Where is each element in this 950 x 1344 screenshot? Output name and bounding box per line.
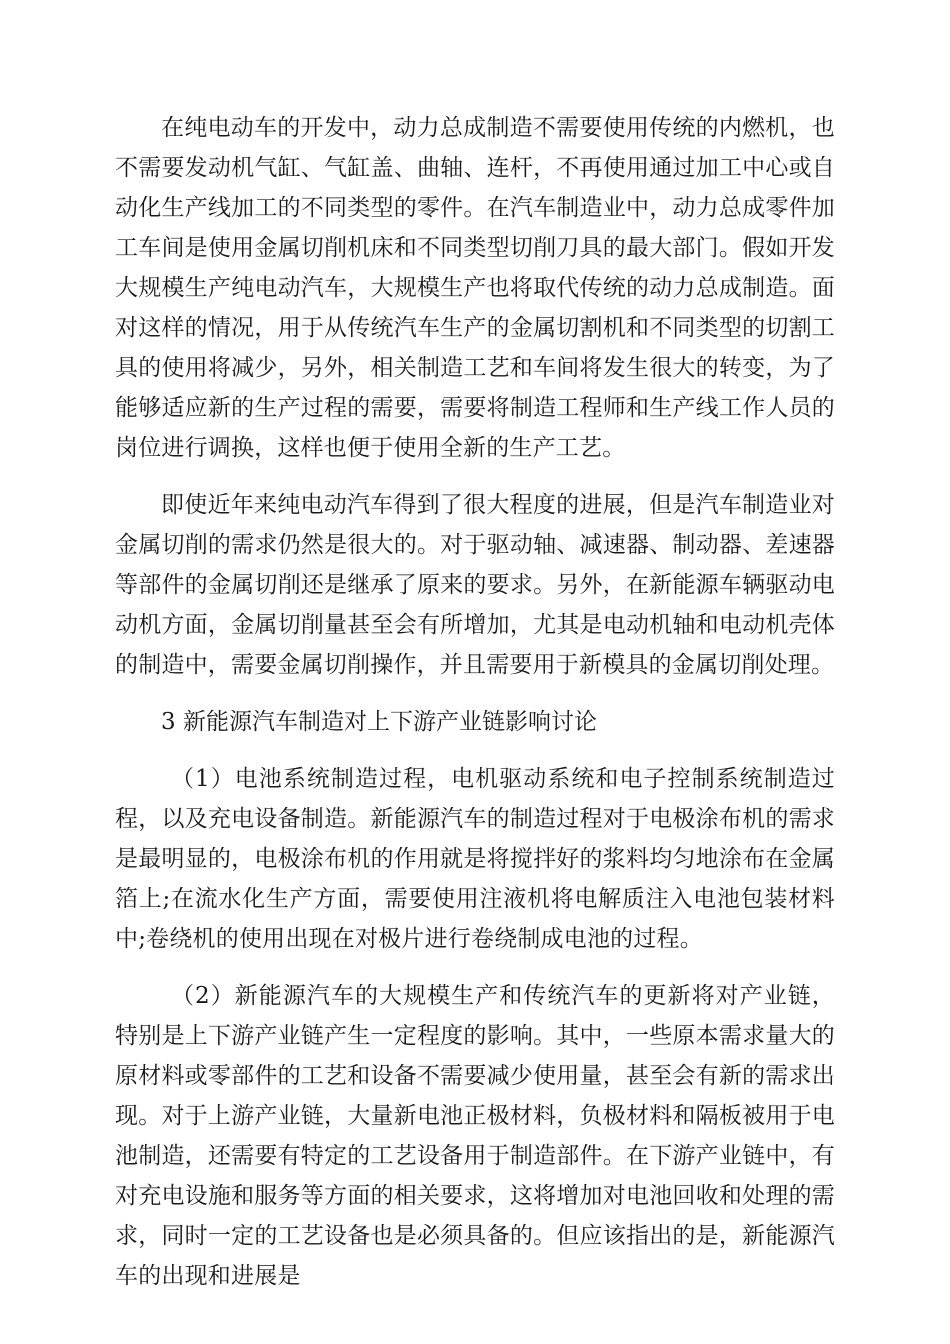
- list-item-paragraph: （1）电池系统制造过程，电机驱动系统和电子控制系统制造过程，以及充电设备制造。新能源汽车的制造过程对于电极涂布机的需求是最明显的，电极涂布机的作用就是将搅拌好的浆料均匀地涂布在金属箔上;在流水化生产方面，需要使用注液机将电解质注入电池包装材料中;卷绕机的使用出现在对极片进行卷绕制成电池的过程。: [115, 766, 835, 952]
- paragraph-gap: [115, 959, 835, 976]
- paragraph-gap: [115, 685, 835, 702]
- body-paragraph: 即使近年来纯电动汽车得到了很大程度的进展，但是汽车制造业对金属切削的需求仍然是很大的。对于驱动轴、减速器、制动器、差速器等部件的金属切削还是继承了原来的要求。另外，在新能源车辆驱动电动机方面，金属切削量甚至会有所增加，尤其是电动机轴和电动机壳体的制造中，需要金属切削操作，并且需要用于新模具的金属切削处理。: [115, 492, 835, 678]
- body-paragraph: 在纯电动车的开发中，动力总成制造不需要使用传统的内燃机，也不需要发动机气缸、气缸盖、曲轴、连杆，不再使用通过加工中心或自动化生产线加工的不同类型的零件。在汽车制造业中，动力总成零件加工车间是使用金属切削机床和不同类型切削刀具的最大部门。假如开发大规模生产纯电动汽车，大规模生产也将取代传统的动力总成制造。面对这样的情况，用于从传统汽车生产的金属切割机和不同类型的切割工具的使用将减少，另外，相关制造工艺和车间将发生很大的转变，为了能够适应新的生产过程的需要，需要将制造工程师和生产线工作人员的岗位进行调换，这样也便于使用全新的生产工艺。: [115, 115, 835, 461]
- paragraph-gap: [115, 742, 835, 759]
- paragraph-gap: [115, 468, 835, 485]
- document-page: [115, 108, 835, 1296]
- section-heading: 3 新能源汽车制造对上下游产业链影响讨论: [161, 709, 597, 735]
- list-item-paragraph: （2）新能源汽车的大规模生产和传统汽车的更新将对产业链，特别是上下游产业链产生一定程度的影响。其中，一些原本需求量大的原材料或零部件的工艺和设备不需要减少使用量，甚至会有新的需求出现。对于上游产业链，大量新电池正极材料，负极材料和隔板被用于电池制造，还需要有特定的工艺设备用于制造部件。在下游产业链中，有对充电设施和服务等方面的相关要求，这将增加对电池回收和处理的需求，同时一定的工艺设备也是必须具备的。但应该指出的是，新能源汽车的出现和进展是: [115, 983, 835, 1289]
